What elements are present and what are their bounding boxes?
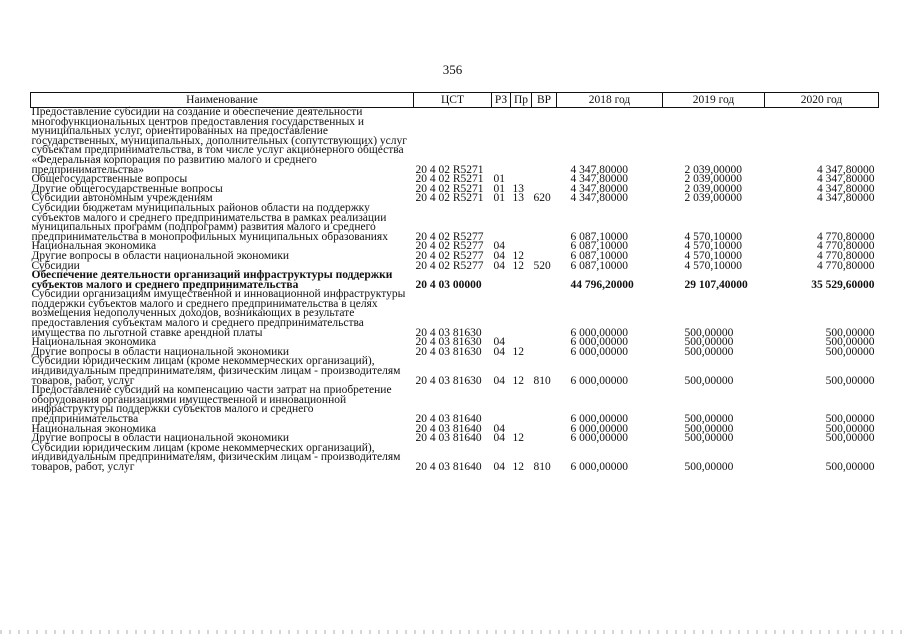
cell-rz: 01 [493,192,505,205]
table-row [31,204,879,242]
cell-y2018: 4 347,80000 [570,163,628,176]
header-rz: РЗ [492,93,511,108]
cell-y2018: 6 000,00000 [570,336,628,349]
cell-pr [511,290,532,338]
cell-cst: 20 4 03 81630 [415,326,482,339]
cell-name: Субсидии автономным учреждениям [31,192,213,205]
table-row [31,357,879,386]
cell-y2018: 6 000,00000 [570,413,628,425]
cell-name: Предоставление субсидии на создание и обеспечение деятельности многофункциональных центров предоставления государственных и муниципальных услуг, ориентированных на предоставление государственных, муниципальных, дополнительных (сопутствующих) услуг субъектам предпринимательства, в том числе услуг акционерного общества «Федеральная корпорация по развитию малого и среднего предпринимательства» [31,106,407,176]
cell-y2019: 500,00000 [684,432,734,445]
cell-cst: 20 4 02 R5271 [415,192,484,205]
table-row [31,108,879,176]
cell-rz: 04 [493,259,505,272]
cell-vr [532,242,557,252]
cell-y2020: 4 770,80000 [817,240,875,253]
cell-y2018: 4 347,80000 [570,173,628,186]
header-vr: ВР [532,93,557,108]
cell-name: Национальная экономика [31,240,157,253]
cell-y2018: 4 347,80000 [570,182,628,195]
cell-y2019: 500,00000 [684,336,734,349]
cell-y2019: 29 107,40000 [684,278,748,291]
cell-vr: 810 [533,460,551,473]
cell-vr [532,348,557,358]
cell-vr [532,271,557,290]
cell-pr: 12 [512,432,524,445]
cell-cst: 20 4 02 R5277 [415,249,484,262]
cell-rz: 04 [493,345,505,358]
cell-y2020: 4 347,80000 [817,163,875,176]
cell-rz [492,271,511,290]
cell-rz [492,108,511,176]
cell-cst: 20 4 03 81640 [415,413,482,425]
cell-y2019: 2 039,00000 [684,192,742,205]
cell-rz: 04 [493,422,505,435]
cell-y2019: 500,00000 [684,374,734,387]
cell-pr [511,108,532,176]
cell-vr [532,434,557,444]
cell-y2018: 4 347,80000 [570,192,628,205]
cell-vr: 520 [533,259,551,272]
cell-cst: 20 4 03 81640 [415,432,482,445]
cell-rz: 04 [493,249,505,262]
header-2018: 2018 год [557,93,663,108]
cell-pr: 13 [512,192,524,205]
cell-name: Субсидии организациям имущественной и инновационной инфраструктуры поддержки субъектов малого и среднего предпринимательства в целях возмещения недополученных доходов, возникающих в результате предоставления субъектам малого и среднего предпринимательства имущества по льготной ставке арендной платы [31,288,406,339]
cell-y2019: 500,00000 [684,460,734,473]
cell-pr [511,204,532,242]
cell-y2019: 4 570,10000 [684,230,742,243]
cell-y2019: 500,00000 [684,345,734,358]
cell-vr [532,290,557,338]
budget-table [30,92,879,473]
cell-rz: 04 [493,460,505,473]
cell-pr: 12 [512,374,524,387]
cell-cst: 20 4 02 R5277 [415,230,484,243]
cell-y2019: 4 570,10000 [684,249,742,262]
cell-y2019: 4 570,10000 [684,259,742,272]
cell-name: Другие вопросы в области национальной экономики [31,432,290,445]
cell-cst: 20 4 02 R5271 [415,163,484,176]
cell-cst: 20 4 03 81630 [415,345,482,358]
cell-cst: 20 4 02 R5271 [415,173,484,186]
cell-rz: 04 [493,432,505,445]
cell-rz: 01 [493,173,505,186]
cell-y2018: 6 000,00000 [570,460,628,473]
header-2019: 2019 год [663,93,765,108]
cell-y2018: 6 087,10000 [570,230,628,243]
cell-name: Другие общегосударственные вопросы [31,182,223,195]
cell-y2020: 500,00000 [825,336,875,349]
cell-rz: 04 [493,240,505,253]
cell-pr: 12 [512,249,524,262]
cell-pr [511,386,532,424]
table-row [31,290,879,338]
cell-pr [511,271,532,290]
cell-rz: 04 [493,374,505,387]
cell-name: Другие вопросы в области национальной экономики [31,249,290,262]
cell-y2019: 2 039,00000 [684,182,742,195]
cell-pr: 12 [512,259,524,272]
cell-y2020: 4 770,80000 [817,249,875,262]
scan-artifact-line [0,630,905,634]
cell-cst: 20 4 02 R5277 [415,240,484,253]
cell-y2018: 6 000,00000 [570,432,628,445]
cell-y2018: 6 000,00000 [570,345,628,358]
header-cst: ЦСТ [414,93,492,108]
cell-rz: 01 [493,182,505,195]
cell-y2020: 4 347,80000 [817,192,875,205]
cell-y2019: 500,00000 [684,413,734,425]
cell-name: Субсидии юридическим лицам (кроме некоммерческих организаций), индивидуальным предпринимателям, физическим лицам - производителям товаров, работ, услуг [31,355,401,387]
cell-y2020: 4 770,80000 [817,230,875,243]
cell-name: Предоставление субсидий на компенсацию части затрат на приобретение оборудования организациями имущественной и инновационной инфраструктуры поддержки субъектов малого и среднего предпринимательства [31,384,392,425]
page-number: 356 [442,62,463,77]
cell-y2020: 500,00000 [825,374,875,387]
cell-y2018: 6 087,10000 [570,240,628,253]
cell-vr: 620 [533,192,551,205]
table-row [31,386,879,424]
cell-y2018: 6 000,00000 [570,374,628,387]
cell-y2019: 4 570,10000 [684,240,742,253]
cell-y2018: 6 000,00000 [570,326,628,339]
cell-name: Обеспечение деятельности организаций инфраструктуры поддержки субъектов малого и среднего предпринимательства [31,269,393,291]
cell-name: Субсидии бюджетам муниципальных районов области на поддержку субъектов малого и среднего предпринимательства в рамках реализации муниципальных программ (подпрограмм) развития малого и среднего предпринимательства в монопрофильных муниципальных образованиях [31,201,388,243]
cell-y2020: 4 347,80000 [817,173,875,186]
cell-pr: 12 [512,345,524,358]
cell-vr: 810 [533,374,551,387]
cell-pr: 12 [512,460,524,473]
cell-name: Национальная экономика [31,422,157,435]
cell-cst: 20 4 03 81640 [415,422,482,435]
cell-rz [492,204,511,242]
cell-cst: 20 4 02 R5271 [415,182,484,195]
cell-y2020: 500,00000 [825,422,875,435]
cell-y2020: 4 770,80000 [817,259,875,272]
cell-y2020: 500,00000 [825,413,875,425]
cell-name: Субсидии юридическим лицам (кроме некоммерческих организаций), индивидуальным предпринимателям, физическим лицам - производителям товаров, работ, услуг [31,441,401,473]
cell-pr: 13 [512,182,524,195]
cell-name: Другие вопросы в области национальной экономики [31,345,290,358]
cell-cst: 20 4 02 R5277 [415,259,484,272]
cell-vr [532,386,557,424]
cell-y2018: 6 087,10000 [570,249,628,262]
cell-y2019: 500,00000 [684,326,734,339]
header-pr: Пр [511,93,532,108]
cell-y2020: 500,00000 [825,432,875,445]
cell-vr [532,338,557,348]
cell-y2020: 35 529,60000 [811,278,875,291]
cell-y2019: 2 039,00000 [684,163,742,176]
cell-cst: 20 4 03 00000 [415,278,482,291]
cell-vr [532,425,557,435]
cell-cst: 20 4 03 81630 [415,374,482,387]
cell-y2020: 500,00000 [825,460,875,473]
cell-vr [532,108,557,176]
cell-vr [532,204,557,242]
cell-name: Общегосударственные вопросы [31,173,188,186]
table-row [31,444,879,473]
cell-y2018: 44 796,20000 [570,278,634,291]
cell-cst: 20 4 03 81630 [415,336,482,349]
cell-y2018: 6 087,10000 [570,259,628,272]
cell-vr [532,175,557,185]
cell-y2019: 500,00000 [684,422,734,435]
cell-name: Субсидии [31,259,80,272]
cell-rz [492,386,511,424]
cell-name: Национальная экономика [31,336,157,349]
cell-y2020: 500,00000 [825,345,875,358]
header-name: Наименование [31,93,414,108]
cell-y2020: 500,00000 [825,326,875,339]
cell-y2018: 6 000,00000 [570,422,628,435]
cell-y2020: 4 347,80000 [817,182,875,195]
cell-cst: 20 4 03 81640 [415,460,482,473]
cell-rz [492,290,511,338]
cell-rz: 04 [493,336,505,349]
table-body [31,108,879,473]
header-2020: 2020 год [765,93,879,108]
cell-y2019: 2 039,00000 [684,173,742,186]
